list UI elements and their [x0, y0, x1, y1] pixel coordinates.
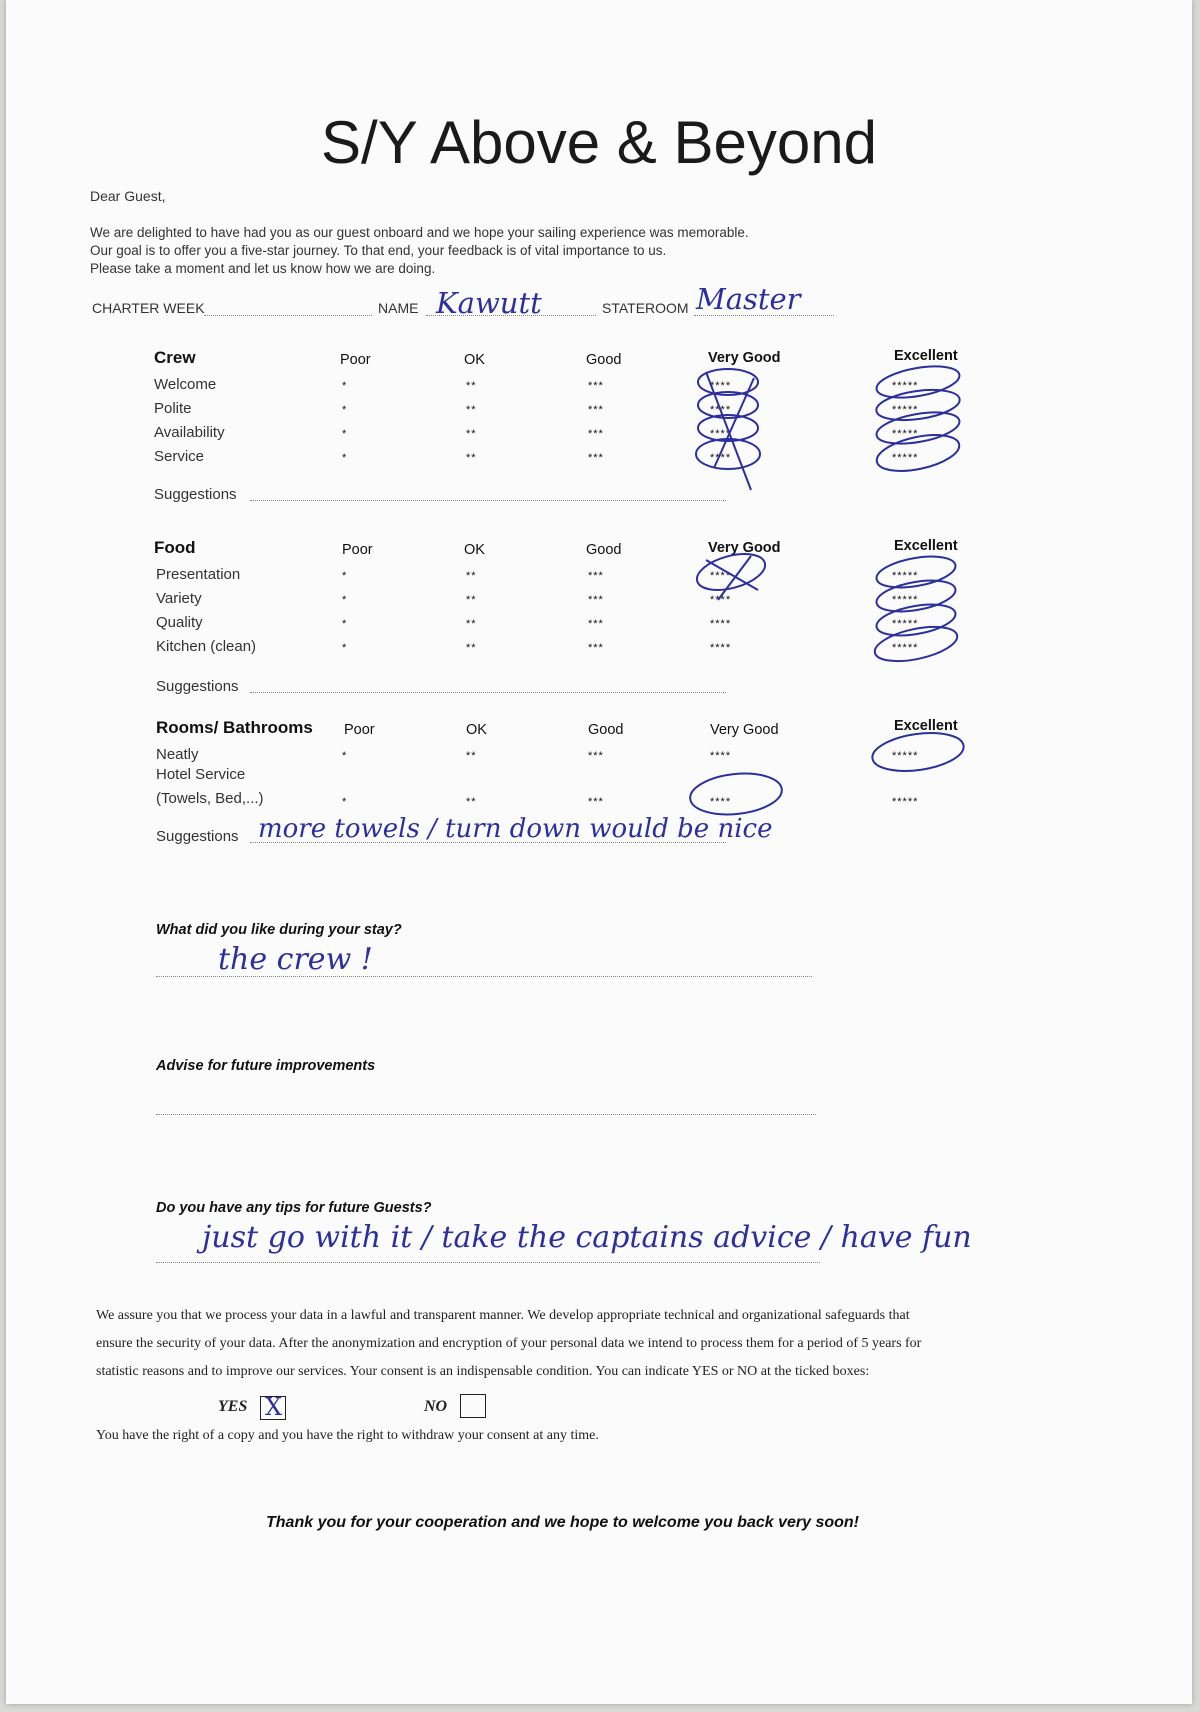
- crew-verygood-scribble-4: [696, 439, 760, 469]
- food-verygood-cross: [706, 556, 758, 600]
- food-col-poor: Poor: [342, 542, 373, 558]
- food-star-r2-c4[interactable]: ****: [710, 594, 732, 606]
- tips-question-label: Do you have any tips for future Guests?: [156, 1200, 432, 1216]
- greeting: Dear Guest,: [90, 188, 166, 204]
- crew-star-r4-c1[interactable]: *: [342, 452, 348, 464]
- no-label: NO: [424, 1398, 448, 1415]
- yes-checkbox[interactable]: [260, 1393, 286, 1421]
- crew-row-welcome: Welcome: [154, 376, 217, 393]
- food-star-r3-c1[interactable]: *: [342, 618, 348, 630]
- crew-star-r1-c3[interactable]: ***: [588, 380, 604, 392]
- feedback-form-sheet: [6, 0, 1192, 1704]
- name-value: Kawutt: [436, 286, 542, 320]
- rooms-excellent-circle: [870, 728, 966, 776]
- rooms-suggestion-answer: more towels / turn down would be nice: [258, 814, 773, 844]
- food-star-r1-c2[interactable]: **: [466, 570, 477, 582]
- thank-you-note: Thank you for your cooperation and we hope to welcome you back very soon!: [266, 1514, 859, 1531]
- food-col-ok: OK: [464, 542, 485, 558]
- rooms-star-r2-c1[interactable]: *: [342, 796, 348, 808]
- rooms-star-r1-c2[interactable]: **: [466, 750, 477, 762]
- rooms-col-good: Good: [588, 722, 624, 738]
- crew-excellent-circle-1: [874, 361, 962, 403]
- food-star-r2-c5[interactable]: *****: [892, 594, 919, 606]
- rooms-star-r1-c3[interactable]: ***: [588, 750, 604, 762]
- crew-star-r2-c2[interactable]: **: [466, 404, 477, 416]
- food-row-quality: Quality: [156, 614, 203, 631]
- food-star-r4-c1[interactable]: *: [342, 642, 348, 654]
- food-row-variety: Variety: [156, 590, 202, 607]
- rooms-verygood-circle: [688, 769, 784, 818]
- crew-col-excellent: Excellent: [894, 348, 958, 364]
- food-col-good: Good: [586, 542, 622, 558]
- crew-excellent-circle-2: [874, 385, 961, 424]
- crew-star-r2-c1[interactable]: *: [342, 404, 348, 416]
- crew-excellent-circle-4: [874, 429, 963, 478]
- crew-star-r4-c2[interactable]: **: [466, 452, 477, 464]
- rooms-star-r1-c5[interactable]: *****: [892, 750, 919, 762]
- food-row-presentation: Presentation: [156, 566, 241, 583]
- crew-star-r3-c3[interactable]: ***: [588, 428, 604, 440]
- crew-row-availability: Availability: [154, 424, 225, 441]
- food-excellent-circle-1: [874, 551, 958, 592]
- crew-verygood-cross: [706, 372, 754, 490]
- food-excellent-circle-4: [872, 621, 960, 668]
- yes-label: YES: [218, 1398, 248, 1415]
- food-star-r4-c4[interactable]: ****: [710, 642, 732, 654]
- crew-star-r4-c3[interactable]: ***: [588, 452, 604, 464]
- food-star-r1-c3[interactable]: ***: [588, 570, 604, 582]
- tips-answer: just go with it / take the captains advice / have fun: [202, 1220, 972, 1255]
- stateroom-label: STATEROOM: [602, 300, 689, 316]
- crew-star-r2-c5[interactable]: *****: [892, 404, 919, 416]
- improve-question-label: Advise for future improvements: [156, 1058, 376, 1074]
- food-col-very-good: Very Good: [708, 540, 781, 556]
- crew-star-r3-c4[interactable]: ****: [710, 428, 732, 440]
- intro-line-2: Our goal is to offer you a five-star journey. To that end, your feedback is of vital importance to us.: [90, 243, 667, 258]
- food-star-r4-c3[interactable]: ***: [588, 642, 604, 654]
- rooms-row-hotel-service: Hotel Service: [156, 766, 246, 783]
- crew-star-r1-c2[interactable]: **: [466, 380, 477, 392]
- consent-text-1: We assure you that we process your data in a lawful and transparent manner. We develop appropriate technical and organizational safeguards that: [96, 1308, 910, 1323]
- crew-star-r3-c2[interactable]: **: [466, 428, 477, 440]
- food-star-r4-c5[interactable]: *****: [892, 642, 919, 654]
- charter-week-label: CHARTER WEEK: [92, 300, 205, 316]
- rooms-col-poor: Poor: [344, 722, 375, 738]
- rating-ink-marks: [6, 0, 1192, 1704]
- rooms-col-very-good: Very Good: [710, 722, 779, 738]
- rooms-star-r2-c4[interactable]: ****: [710, 796, 732, 808]
- food-star-r3-c5[interactable]: *****: [892, 618, 919, 630]
- rooms-row-neatly: Neatly: [156, 746, 199, 763]
- intro-line-1: We are delighted to have had you as our guest onboard and we hope your sailing experience was memorable.: [90, 225, 749, 240]
- stateroom-value: Master: [696, 282, 801, 316]
- crew-excellent-circle-3: [874, 407, 962, 449]
- consent-rights-text: You have the right of a copy and you have the right to withdraw your consent at any time.: [96, 1428, 599, 1443]
- consent-text-3: statistic reasons and to improve our services. Your consent is an indispensable condition. You can indicate YES or NO at the ticked boxes:: [96, 1364, 870, 1379]
- yes-check-mark: X: [265, 1393, 283, 1421]
- crew-col-good: Good: [586, 352, 622, 368]
- food-star-r1-c1[interactable]: *: [342, 570, 348, 582]
- name-label: NAME: [378, 300, 419, 316]
- tips-answer-field[interactable]: [156, 1262, 820, 1263]
- crew-star-r2-c4[interactable]: ****: [710, 404, 732, 416]
- food-star-r3-c4[interactable]: ****: [710, 618, 732, 630]
- rooms-col-ok: OK: [466, 722, 487, 738]
- food-star-r1-c5[interactable]: *****: [892, 570, 919, 582]
- food-star-r3-c2[interactable]: **: [466, 618, 477, 630]
- crew-star-r1-c5[interactable]: *****: [892, 380, 919, 392]
- food-excellent-circle-2: [874, 575, 958, 616]
- rooms-section-title: Rooms/ Bathrooms: [156, 718, 313, 737]
- rooms-star-r2-c5[interactable]: *****: [892, 796, 919, 808]
- liked-question-label: What did you like during your stay?: [156, 922, 402, 938]
- page-title: S/Y Above & Beyond: [321, 109, 877, 176]
- crew-star-r1-c1[interactable]: *: [342, 380, 348, 392]
- rooms-col-excellent: Excellent: [894, 718, 958, 734]
- crew-col-ok: OK: [464, 352, 485, 368]
- food-star-r2-c1[interactable]: *: [342, 594, 348, 606]
- crew-suggestions-label: Suggestions: [154, 486, 237, 503]
- crew-col-poor: Poor: [340, 352, 371, 368]
- food-star-r4-c2[interactable]: **: [466, 642, 477, 654]
- rooms-star-r1-c4[interactable]: ****: [710, 750, 732, 762]
- crew-row-service: Service: [154, 448, 205, 465]
- liked-answer: the crew !: [218, 942, 373, 977]
- crew-section-title: Crew: [154, 348, 196, 367]
- rooms-row-towels-bed: (Towels, Bed,...): [156, 790, 264, 807]
- food-star-r3-c3[interactable]: ***: [588, 618, 604, 630]
- crew-star-r3-c1[interactable]: *: [342, 428, 348, 440]
- food-excellent-circle-3: [874, 599, 958, 640]
- rooms-star-r1-c1[interactable]: *: [342, 750, 348, 762]
- crew-row-polite: Polite: [154, 400, 192, 417]
- no-checkbox[interactable]: [460, 1394, 486, 1418]
- crew-col-very-good: Very Good: [708, 350, 781, 366]
- food-col-excellent: Excellent: [894, 538, 958, 554]
- food-star-r2-c2[interactable]: **: [466, 594, 477, 606]
- crew-star-r3-c5[interactable]: *****: [892, 428, 919, 440]
- rooms-star-r2-c2[interactable]: **: [466, 796, 477, 808]
- crew-star-r2-c3[interactable]: ***: [588, 404, 604, 416]
- rooms-suggestions-label: Suggestions: [156, 828, 239, 845]
- food-suggestions-label: Suggestions: [156, 678, 239, 695]
- food-section-title: Food: [154, 538, 196, 557]
- improve-answer-field[interactable]: [156, 1114, 816, 1115]
- crew-star-r4-c5[interactable]: *****: [892, 452, 919, 464]
- food-star-r2-c3[interactable]: ***: [588, 594, 604, 606]
- crew-star-r4-c4[interactable]: ****: [710, 452, 732, 464]
- food-star-r1-c4[interactable]: ****: [710, 570, 732, 582]
- rooms-star-r2-c3[interactable]: ***: [588, 796, 604, 808]
- food-row-kitchen: Kitchen (clean): [156, 638, 257, 655]
- crew-star-r1-c4[interactable]: ****: [710, 380, 732, 392]
- intro-line-3: Please take a moment and let us know how we are doing.: [90, 261, 436, 276]
- consent-text-2: ensure the security of your data. After the anonymization and encryption of your personal data we intend to process them for a period of 5 years for: [96, 1336, 922, 1351]
